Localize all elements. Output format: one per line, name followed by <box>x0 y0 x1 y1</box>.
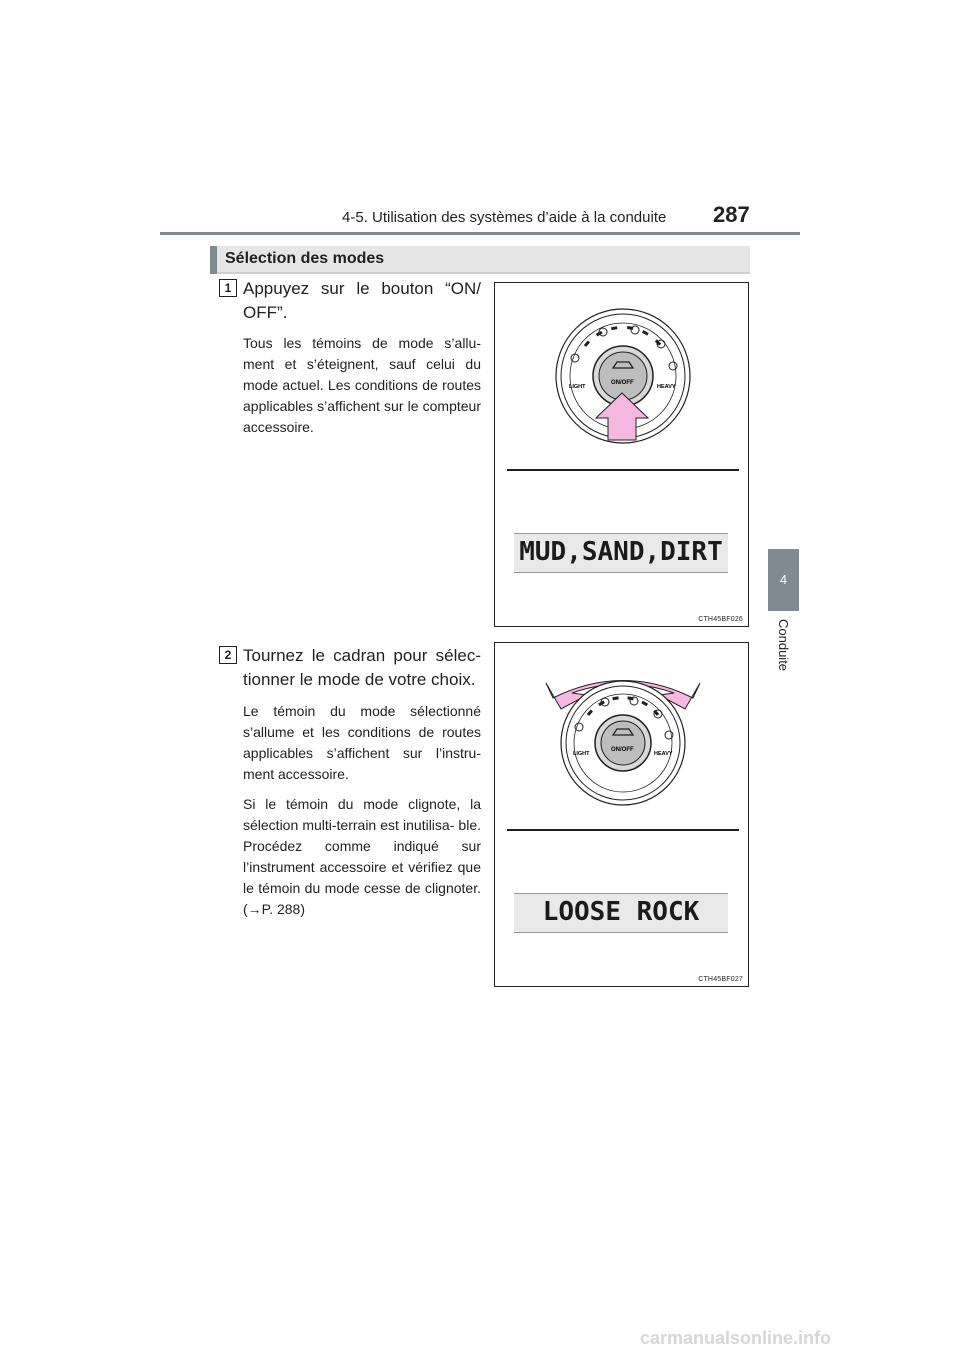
step-2-heading: Tournez le cadran pour sélec- tionner le mode de votre choix. <box>243 646 481 689</box>
dial-label-heavy: HEAVY <box>654 751 673 757</box>
section-title: Sélection des modes <box>225 250 385 267</box>
display-panel <box>514 893 728 933</box>
step-1-body <box>243 333 481 447</box>
step-1-paragraph: Tous les témoins de mode s’allu- ment et s’éteignent, sauf celui du mode actuel. Les conditions de routes applicables s’affichent sur le compteur accessoire. <box>243 335 481 435</box>
watermark: carmanualsonline.info <box>640 1328 832 1348</box>
dial-label-light: LIGHT <box>573 751 590 757</box>
figure-step-2 <box>494 642 749 987</box>
dial-label-light: LIGHT <box>569 384 586 390</box>
figure-code: CTH45BF027 <box>698 976 743 983</box>
step-number-1: 1 <box>219 279 237 297</box>
figure-divider <box>507 829 739 831</box>
dial-rotate-illustration <box>495 643 750 988</box>
dial-label-onoff: ON/OFF <box>611 747 634 753</box>
section-accent <box>210 246 217 274</box>
header-rule <box>160 232 800 235</box>
step-number-2: 2 <box>219 646 237 664</box>
dial-press-illustration <box>495 283 750 628</box>
figure-step-1 <box>494 282 749 627</box>
step-2-paragraph-2: Si le témoin du mode clignote, la sélection multi-terrain est inutilisa- ble. Procédez comme indiqué sur l’instrument accessoire et vérifiez que le témoin du mode cesse de clignoter. (→P. 288) <box>243 796 481 917</box>
chapter-tab <box>768 549 799 611</box>
chapter-label-container <box>773 619 793 679</box>
display-text: LOOSE ROCK <box>542 897 700 927</box>
step-2-paragraph-1: Le témoin du mode sélectionné s’allume et les conditions de routes applicables s’affichent sur l’instru- ment accessoire. <box>243 703 481 782</box>
dial-label-heavy: HEAVY <box>657 384 676 390</box>
page-number: 287 <box>713 202 750 227</box>
step-2-body <box>243 701 481 929</box>
figure-divider <box>507 469 739 471</box>
step-1-heading: Appuyez sur le bouton “ON/ OFF”. <box>243 279 481 322</box>
display-text: MUD,SAND,DIRT <box>519 537 723 567</box>
chapter-number: 4 <box>779 572 788 587</box>
figure-code: CTH45BF026 <box>698 616 743 623</box>
chapter-label: Conduite <box>776 619 791 672</box>
dial-label-onoff: ON/OFF <box>611 380 634 386</box>
header-section-title: 4-5. Utilisation des systèmes d’aide à la conduite <box>342 209 667 226</box>
section-heading-bar <box>210 246 750 274</box>
display-panel <box>514 533 728 573</box>
